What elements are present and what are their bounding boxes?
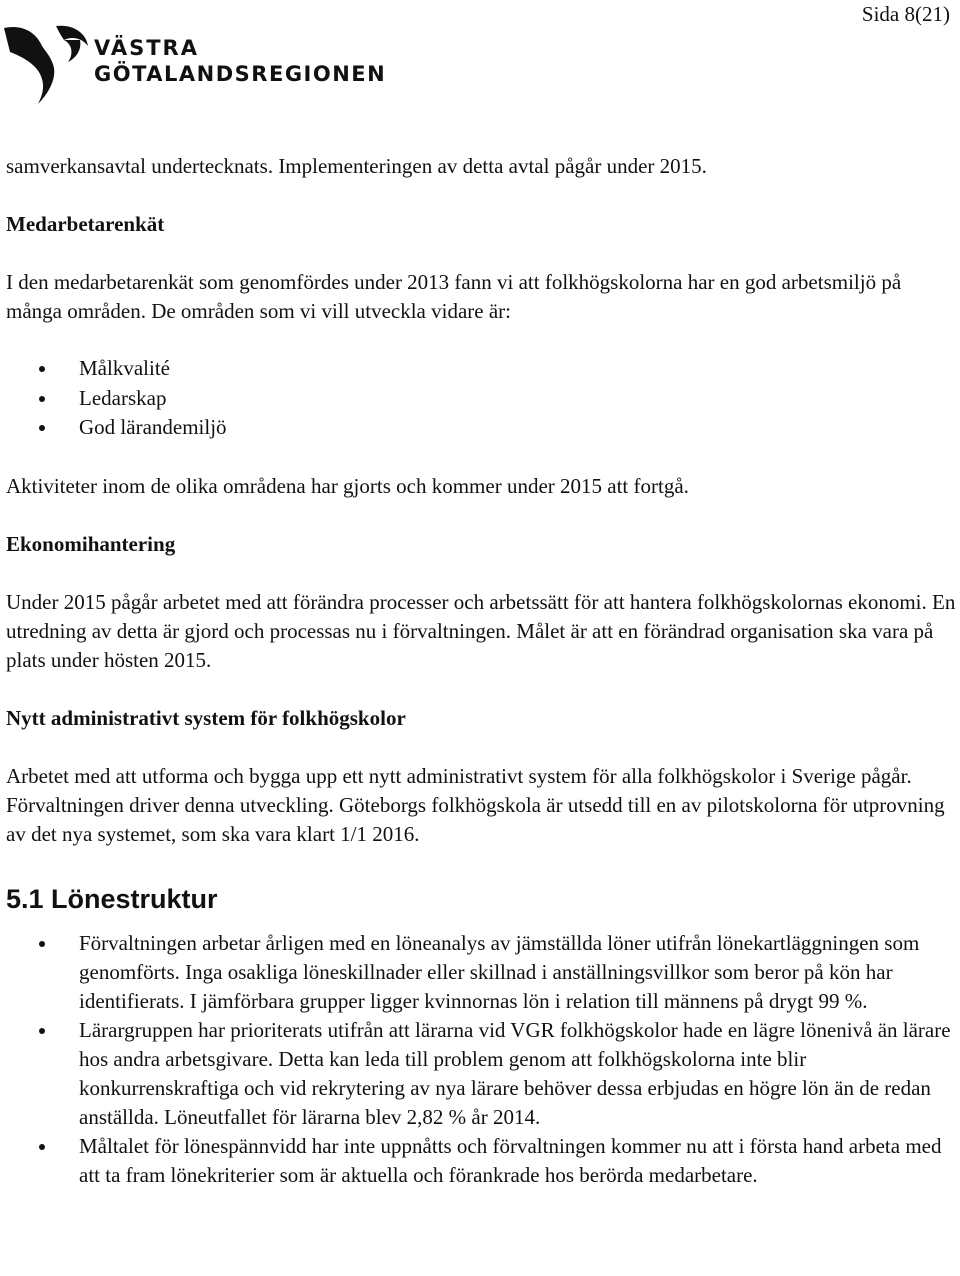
list-item: God lärandemiljö <box>6 413 956 443</box>
paragraph-medarbetarenkat: I den medarbetarenkät som genomfördes under 2013 fann vi att folkhögskolorna har en god arbetsmiljö på många områden. De områden som vi vill utveckla vidare är: <box>6 270 902 323</box>
list-item: Måltalet för lönespännvidd har inte uppnåtts och förvaltningen kommer nu att i första hand arbeta med att ta fram lönekriterier som är aktuella och förankrade hos berörda medarbetare. <box>6 1132 956 1190</box>
focus-areas-list <box>6 354 956 443</box>
vgr-logo <box>2 22 402 112</box>
intro-paragraph: samverkansavtal undertecknats. Implementeringen av detta avtal pågår under 2015. <box>6 154 707 178</box>
paragraph-ekonomihantering: Under 2015 pågår arbetet med att förändra processer och arbetssätt för att hantera folkhögskolornas ekonomi. En utredning av detta är gjord och processas nu i förvaltningen. Målet är att en förändrad organisation ska vara på plats under hösten 2015. <box>6 589 956 672</box>
heading-administrativt-system: Nytt administrativt system för folkhögskolor <box>6 705 406 730</box>
heading-lonestruktur: 5.1 Lönestruktur <box>6 883 218 914</box>
vgr-logo-mark-icon <box>2 22 90 106</box>
heading-medarbetarenkat: Medarbetarenkät <box>6 212 165 236</box>
document-body <box>6 150 956 1190</box>
logo-text-line1: VÄSTRA <box>94 36 199 60</box>
paragraph-administrativt-system: Arbetet med att utforma och bygga upp ett nytt administrativt system för alla folkhögskolor i Sverige pågår. Förvaltningen driver denna utveckling. Göteborgs folkhögskola är utsedd till en av pilotskolorna för utprovning av det nya systemet, som ska vara klart 1/1 2016. <box>6 763 945 846</box>
heading-ekonomihantering: Ekonomihantering <box>6 531 176 556</box>
paragraph-aktiviteter: Aktiviteter inom de olika områdena har gjorts och kommer under 2015 att fortgå. <box>6 473 689 498</box>
list-item: Lärargruppen har prioriterats utifrån att lärarna vid VGR folkhögskolor hade en lägre lönenivå än lärare hos andra arbetsgivare. Detta kan leda till problem genom att folkhögskolorna inte blir konkurrenskraftiga och vid rekrytering av nya lärare behöver dessa erbjudas en högre lön än de redan anställda. Löneutfallet för lärarna blev 2,82 % år 2014. <box>6 1016 956 1132</box>
list-item: Förvaltningen arbetar årligen med en löneanalys av jämställda löner utifrån lönekartläggningen som genomförts. Inga osakliga löneskillnader eller skillnad i anställningsvillkor som beror på kön har identifierats. I jämförbara grupper ligger kvinnornas lön i relation till männens på drygt 99 %. <box>6 929 956 1016</box>
page-number: Sida 8(21) <box>861 2 950 26</box>
logo-text-line2: GÖTALANDSREGIONEN <box>94 62 387 86</box>
list-item: Målkvalité <box>6 354 956 384</box>
list-item: Ledarskap <box>6 384 956 414</box>
lonestruktur-list <box>6 929 956 1190</box>
